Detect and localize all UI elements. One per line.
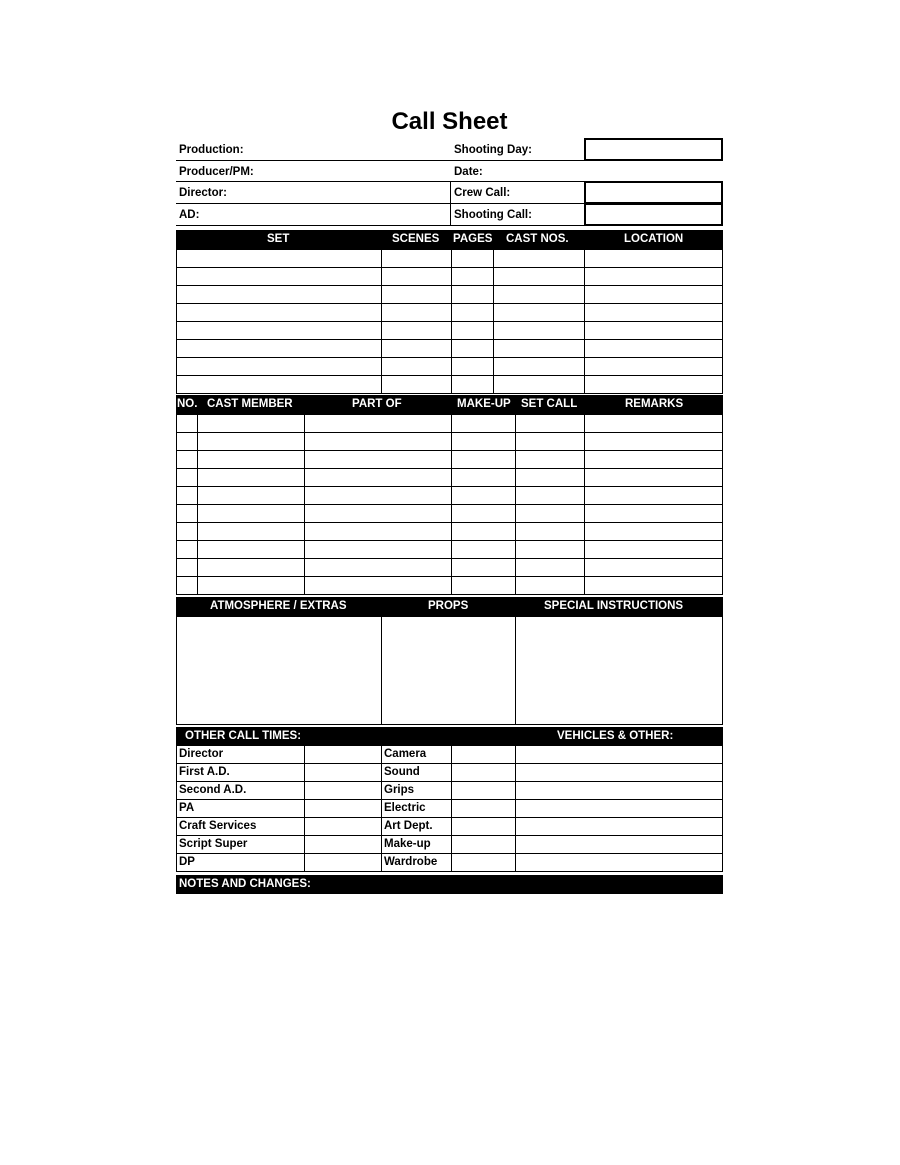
remarks-column-header: REMARKS (625, 398, 684, 410)
location-cell[interactable] (584, 285, 723, 304)
cast-nos-cell[interactable] (493, 321, 585, 340)
vehicles-other-cell[interactable] (515, 817, 723, 836)
right-time-cell[interactable] (451, 763, 516, 782)
pages-cell[interactable] (451, 249, 494, 268)
call-time-role-label: Craft Services (179, 820, 257, 832)
vehicles-other-header: VEHICLES & OTHER: (557, 730, 674, 742)
atmosphere-extras-box[interactable] (176, 616, 382, 725)
remarks-cell[interactable] (584, 468, 723, 487)
remarks-cell[interactable] (584, 576, 723, 595)
set-call-cell[interactable] (515, 504, 585, 523)
make-up-cell[interactable] (451, 540, 516, 559)
no-cell[interactable] (176, 540, 198, 559)
set-call-cell[interactable] (515, 414, 585, 433)
call-time-role-label: PA (179, 802, 195, 814)
cast-member-cell[interactable] (197, 558, 305, 577)
set-call-cell[interactable] (515, 540, 585, 559)
cast-table (176, 414, 723, 594)
vehicles-other-cell[interactable] (515, 799, 723, 818)
right-time-cell[interactable] (451, 835, 516, 854)
no-cell[interactable] (176, 414, 198, 433)
header-divider (450, 181, 451, 225)
no-cell[interactable] (176, 486, 198, 505)
crew-call-line (450, 203, 585, 204)
remarks-cell[interactable] (584, 432, 723, 451)
cast-member-cell[interactable] (197, 468, 305, 487)
director-line (176, 203, 450, 204)
call-time-role-label: First A.D. (179, 766, 230, 778)
location-cell[interactable] (584, 357, 723, 376)
ad-label: AD: (179, 209, 200, 221)
scenes-header-bar (176, 230, 723, 249)
call-times-header-bar (176, 727, 723, 746)
cast-member-cell[interactable] (197, 522, 305, 541)
call-time-role-label: Electric (384, 802, 426, 814)
atmosphere-extras-header: ATMOSPHERE / EXTRAS (210, 600, 347, 612)
no-cell[interactable] (176, 522, 198, 541)
cast-nos-cell[interactable] (493, 267, 585, 286)
part-of-cell[interactable] (304, 576, 452, 595)
set-cell[interactable] (176, 339, 382, 358)
call-time-role-label: Director (179, 748, 224, 760)
vehicles-other-cell[interactable] (515, 745, 723, 764)
set-call-cell[interactable] (515, 558, 585, 577)
location-cell[interactable] (584, 303, 723, 322)
left-time-cell[interactable] (304, 745, 382, 764)
left-time-cell[interactable] (304, 835, 382, 854)
set-cell[interactable] (176, 249, 382, 268)
pages-cell[interactable] (451, 267, 494, 286)
location-cell[interactable] (584, 339, 723, 358)
no-cell[interactable] (176, 576, 198, 595)
cast-member-cell[interactable] (197, 414, 305, 433)
right-time-cell[interactable] (451, 853, 516, 872)
left-role-cell (176, 817, 305, 836)
pages-cell[interactable] (451, 357, 494, 376)
make-up-cell[interactable] (451, 522, 516, 541)
right-role-cell (381, 853, 452, 872)
shooting-day-line (450, 160, 585, 161)
pages-column-header: PAGES (453, 233, 493, 245)
set-call-cell[interactable] (515, 522, 585, 541)
make-up-cell[interactable] (451, 432, 516, 451)
location-cell[interactable] (584, 375, 723, 394)
pages-cell[interactable] (451, 375, 494, 394)
cast-member-cell[interactable] (197, 486, 305, 505)
vehicles-other-cell[interactable] (515, 853, 723, 872)
date-line (450, 181, 585, 182)
cast-nos-cell[interactable] (493, 339, 585, 358)
vehicles-other-cell[interactable] (515, 781, 723, 800)
pages-cell[interactable] (451, 339, 494, 358)
notes-and-changes-header: NOTES AND CHANGES: (179, 878, 311, 890)
cast-member-cell[interactable] (197, 432, 305, 451)
director-label: Director: (179, 187, 227, 199)
right-time-cell[interactable] (451, 745, 516, 764)
set-call-cell[interactable] (515, 576, 585, 595)
scenes-cell[interactable] (381, 339, 452, 358)
part-of-cell[interactable] (304, 540, 452, 559)
set-call-cell[interactable] (515, 450, 585, 469)
special-instructions-box[interactable] (515, 616, 723, 725)
production-label: Production: (179, 144, 244, 156)
cast-member-cell[interactable] (197, 540, 305, 559)
no-cell[interactable] (176, 504, 198, 523)
no-column-header: NO. (177, 398, 198, 410)
location-cell[interactable] (584, 321, 723, 340)
remarks-cell[interactable] (584, 540, 723, 559)
set-cell[interactable] (176, 321, 382, 340)
cast-member-cell[interactable] (197, 576, 305, 595)
remarks-cell[interactable] (584, 504, 723, 523)
scenes-cell[interactable] (381, 303, 452, 322)
set-cell[interactable] (176, 357, 382, 376)
remarks-cell[interactable] (584, 486, 723, 505)
right-time-cell[interactable] (451, 799, 516, 818)
part-of-cell[interactable] (304, 522, 452, 541)
right-time-cell[interactable] (451, 781, 516, 800)
crew-call-label: Crew Call: (454, 187, 511, 199)
scenes-cell[interactable] (381, 249, 452, 268)
part-of-column-header: PART OF (352, 398, 402, 410)
scenes-cell[interactable] (381, 267, 452, 286)
make-up-column-header: MAKE-UP (457, 398, 511, 410)
remarks-cell[interactable] (584, 522, 723, 541)
producer-line (176, 181, 450, 182)
right-role-cell (381, 745, 452, 764)
left-role-cell (176, 799, 305, 818)
crew-call-field[interactable] (584, 181, 723, 204)
part-of-cell[interactable] (304, 468, 452, 487)
part-of-cell[interactable] (304, 486, 452, 505)
scenes-cell[interactable] (381, 375, 452, 394)
cast-member-cell[interactable] (197, 504, 305, 523)
set-column-header: SET (267, 233, 290, 245)
part-of-cell[interactable] (304, 450, 452, 469)
shooting-day-field[interactable] (584, 138, 723, 161)
cast-nos-cell[interactable] (493, 303, 585, 322)
props-header: PROPS (428, 600, 469, 612)
part-of-cell[interactable] (304, 504, 452, 523)
scenes-cell[interactable] (381, 285, 452, 304)
right-role-cell (381, 763, 452, 782)
make-up-cell[interactable] (451, 504, 516, 523)
set-cell[interactable] (176, 375, 382, 394)
left-time-cell[interactable] (304, 853, 382, 872)
cast-nos-cell[interactable] (493, 249, 585, 268)
scenes-cell[interactable] (381, 321, 452, 340)
other-call-times-header: OTHER CALL TIMES: (185, 730, 302, 742)
call-time-role-label: Grips (384, 784, 415, 796)
call-time-role-label: DP (179, 856, 195, 868)
cast-nos-cell[interactable] (493, 357, 585, 376)
make-up-cell[interactable] (451, 558, 516, 577)
make-up-cell[interactable] (451, 450, 516, 469)
no-cell[interactable] (176, 468, 198, 487)
special-instructions-header: SPECIAL INSTRUCTIONS (544, 600, 684, 612)
call-time-role-label: Sound (384, 766, 420, 778)
right-time-cell[interactable] (451, 817, 516, 836)
left-time-cell[interactable] (304, 763, 382, 782)
producer-label: Producer/PM: (179, 166, 254, 178)
pages-cell[interactable] (451, 285, 494, 304)
left-role-cell (176, 745, 305, 764)
page-title: Call Sheet (391, 108, 508, 135)
remarks-cell[interactable] (584, 414, 723, 433)
left-time-cell[interactable] (304, 781, 382, 800)
extras-header-bar (176, 597, 723, 616)
location-column-header: LOCATION (624, 233, 684, 245)
set-call-cell[interactable] (515, 486, 585, 505)
part-of-cell[interactable] (304, 432, 452, 451)
pages-cell[interactable] (451, 321, 494, 340)
left-role-cell (176, 763, 305, 782)
props-box[interactable] (381, 616, 516, 725)
production-line (176, 160, 450, 161)
cast-nos-cell[interactable] (493, 375, 585, 394)
shooting-call-field[interactable] (584, 203, 723, 226)
no-cell[interactable] (176, 432, 198, 451)
no-cell[interactable] (176, 558, 198, 577)
call-times-table (176, 745, 723, 871)
right-role-cell (381, 799, 452, 818)
scenes-column-header: SCENES (392, 233, 440, 245)
vehicles-other-cell[interactable] (515, 763, 723, 782)
cast-member-column-header: CAST MEMBER (207, 398, 293, 410)
call-time-role-label: Camera (384, 748, 427, 760)
set-call-column-header: SET CALL (521, 398, 578, 410)
right-role-cell (381, 835, 452, 854)
part-of-cell[interactable] (304, 414, 452, 433)
make-up-cell[interactable] (451, 576, 516, 595)
shooting-day-label: Shooting Day: (454, 144, 532, 156)
shooting-call-label: Shooting Call: (454, 209, 532, 221)
call-time-role-label: Script Super (179, 838, 248, 850)
make-up-cell[interactable] (451, 468, 516, 487)
location-cell[interactable] (584, 267, 723, 286)
remarks-cell[interactable] (584, 450, 723, 469)
pages-cell[interactable] (451, 303, 494, 322)
cast-nos-column-header: CAST NOS. (506, 233, 569, 245)
cast-nos-cell[interactable] (493, 285, 585, 304)
set-call-cell[interactable] (515, 432, 585, 451)
set-call-cell[interactable] (515, 468, 585, 487)
left-role-cell (176, 853, 305, 872)
call-sheet-form (176, 0, 723, 1165)
call-time-role-label: Make-up (384, 838, 431, 850)
call-time-role-label: Art Dept. (384, 820, 433, 832)
location-cell[interactable] (584, 249, 723, 268)
set-cell[interactable] (176, 303, 382, 322)
make-up-cell[interactable] (451, 414, 516, 433)
call-time-role-label: Wardrobe (384, 856, 438, 868)
cast-member-cell[interactable] (197, 450, 305, 469)
remarks-cell[interactable] (584, 558, 723, 577)
make-up-cell[interactable] (451, 486, 516, 505)
cast-header-bar (176, 395, 723, 414)
part-of-cell[interactable] (304, 558, 452, 577)
set-cell[interactable] (176, 285, 382, 304)
notes-header-bar (176, 875, 723, 894)
scenes-cell[interactable] (381, 357, 452, 376)
scenes-table (176, 249, 723, 393)
set-cell[interactable] (176, 267, 382, 286)
shooting-call-line (450, 225, 585, 226)
date-label: Date: (454, 166, 483, 178)
ad-line (176, 225, 450, 226)
left-role-cell (176, 835, 305, 854)
left-time-cell[interactable] (304, 799, 382, 818)
right-role-cell (381, 781, 452, 800)
call-time-role-label: Second A.D. (179, 784, 247, 796)
right-role-cell (381, 817, 452, 836)
vehicles-other-cell[interactable] (515, 835, 723, 854)
left-role-cell (176, 781, 305, 800)
left-time-cell[interactable] (304, 817, 382, 836)
no-cell[interactable] (176, 450, 198, 469)
